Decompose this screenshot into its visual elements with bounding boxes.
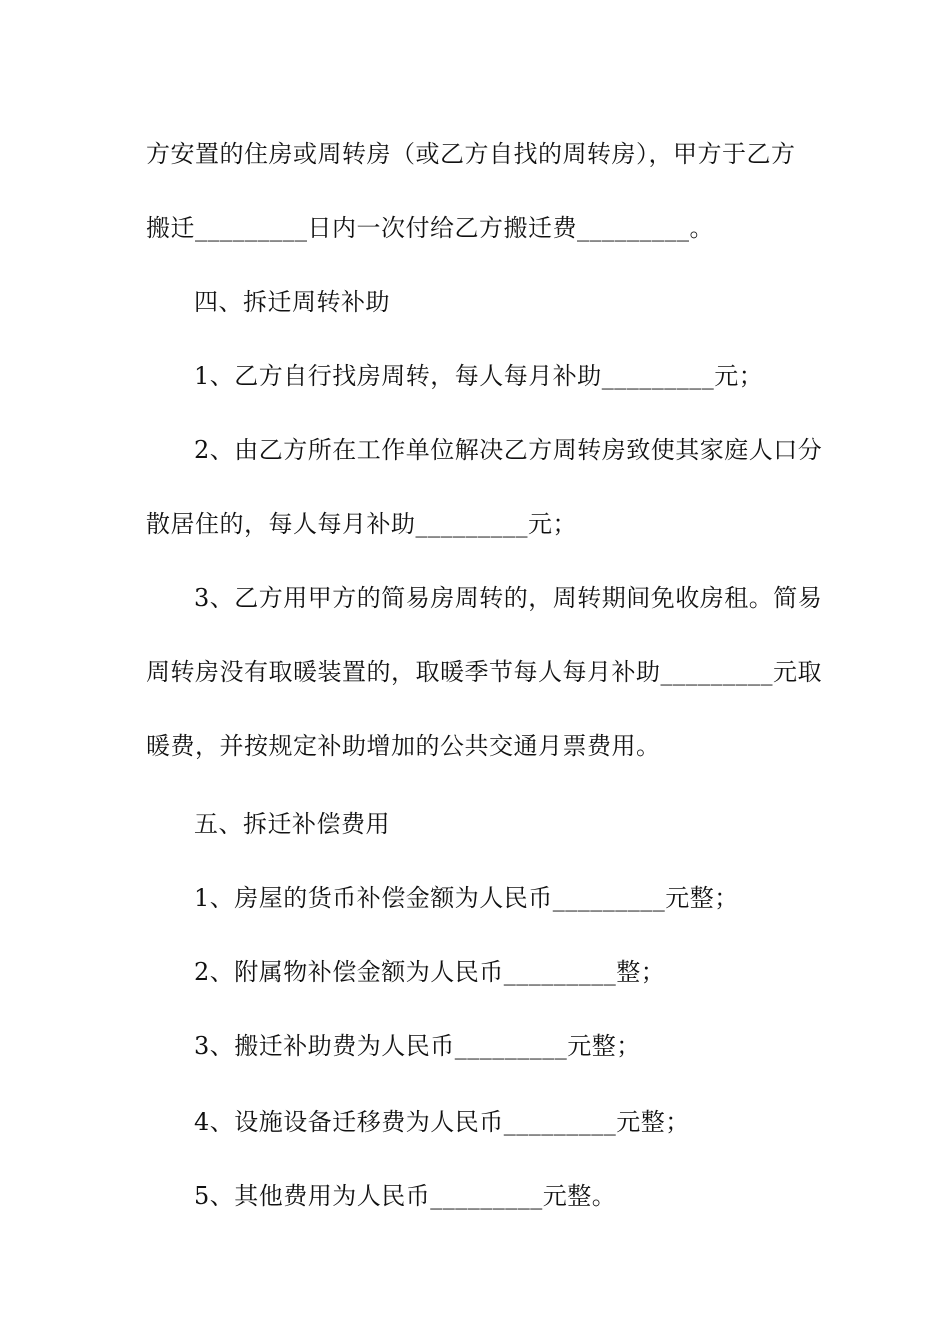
text-line: 5、其他费用为人民币_________元整。 (194, 1182, 617, 1210)
text-line: 散居住的，每人每月补助_________元； (146, 510, 577, 538)
text-line: 1、乙方自行找房周转，每人每月补助_________元； (194, 362, 764, 390)
text-line: 周转房没有取暖装置的，取暖季节每人每月补助_________元取 (146, 658, 822, 686)
section-heading: 四、拆迁周转补助 (194, 288, 390, 316)
text-line: 方安置的住房或周转房（或乙方自找的周转房），甲方于乙方 (146, 140, 796, 168)
text-line: 1、房屋的货币补偿金额为人民币_________元整； (194, 884, 739, 912)
text-line: 3、乙方用甲方的简易房周转的，周转期间免收房租。简易 (194, 584, 823, 612)
text-line: 4、设施设备迁移费为人民币_________元整； (194, 1108, 690, 1136)
text-line: 暖费，并按规定补助增加的公共交通月票费用。 (146, 732, 661, 760)
section-heading: 五、拆迁补偿费用 (194, 810, 390, 838)
text-line: 2、附属物补偿金额为人民币_________整； (194, 958, 666, 986)
text-line: 搬迁_________日内一次付给乙方搬迁费_________。 (146, 214, 714, 242)
text-line: 2、由乙方所在工作单位解决乙方周转房致使其家庭人口分 (194, 436, 823, 464)
text-line: 3、搬迁补助费为人民币_________元整； (194, 1032, 641, 1060)
